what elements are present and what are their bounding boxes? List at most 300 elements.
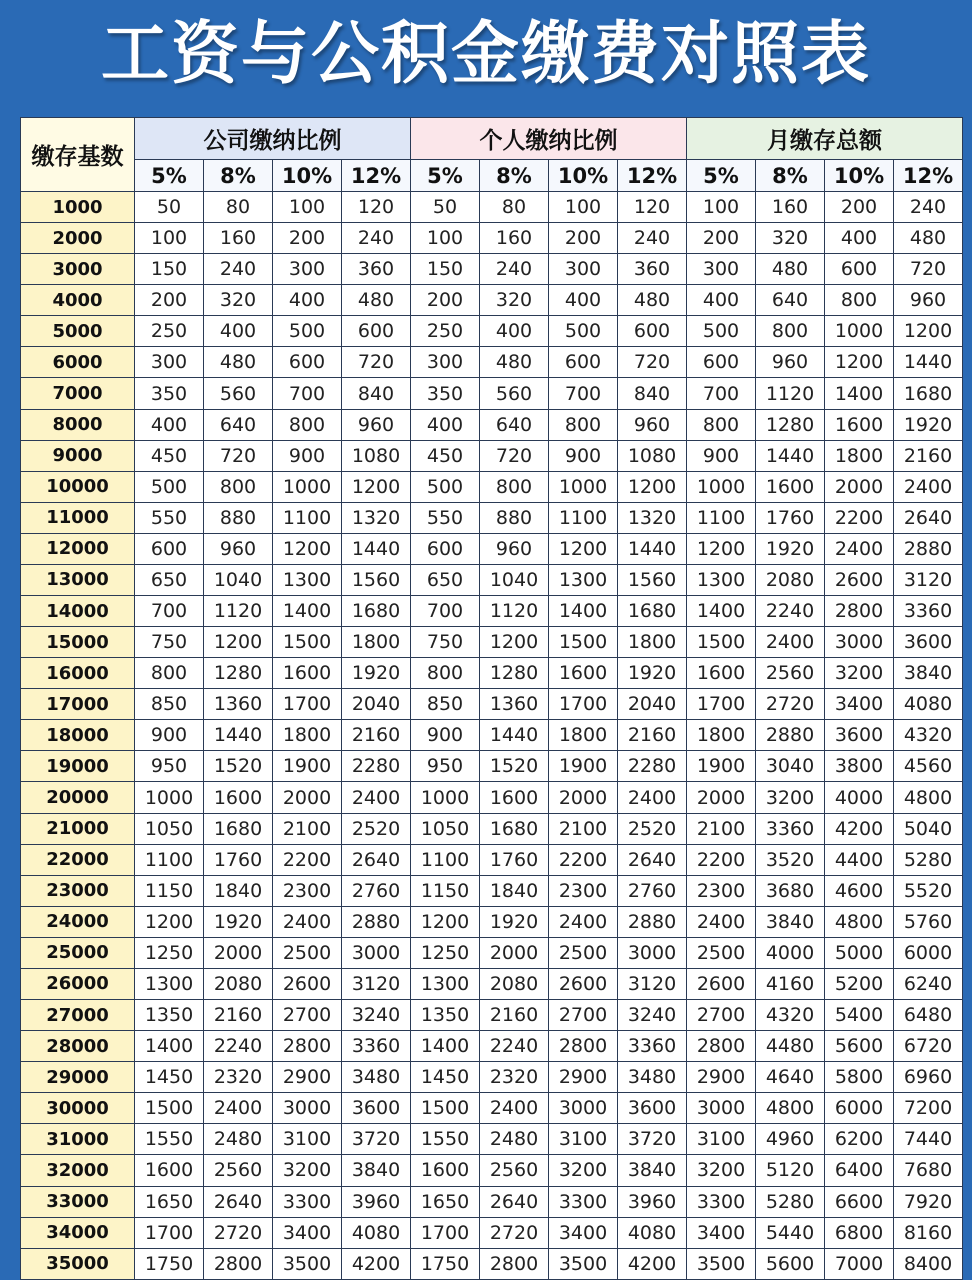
company-amount-cell: 800	[204, 471, 273, 502]
company-amount-cell: 2800	[204, 1248, 273, 1279]
company-amount-cell: 1350	[135, 1000, 204, 1031]
base-amount-cell: 12000	[21, 533, 135, 564]
total-amount-cell: 2720	[756, 689, 825, 720]
table-row	[21, 1093, 963, 1124]
company-amount-cell: 2640	[342, 844, 411, 875]
total-amount-cell: 1100	[687, 502, 756, 533]
table-row	[21, 254, 963, 285]
personal-amount-cell: 1300	[411, 968, 480, 999]
personal-amount-cell: 2200	[549, 844, 618, 875]
total-amount-cell: 1440	[894, 347, 963, 378]
company-amount-cell: 2320	[204, 1062, 273, 1093]
personal-amount-cell: 3360	[618, 1031, 687, 1062]
table-row	[21, 1186, 963, 1217]
company-amount-cell: 1680	[204, 813, 273, 844]
total-amount-cell: 3200	[687, 1155, 756, 1186]
table-row	[21, 440, 963, 471]
company-amount-cell: 150	[135, 254, 204, 285]
personal-amount-cell: 600	[549, 347, 618, 378]
total-amount-cell: 6480	[894, 1000, 963, 1031]
personal-amount-cell: 1700	[549, 689, 618, 720]
personal-amount-cell: 850	[411, 689, 480, 720]
table-row	[21, 1000, 963, 1031]
total-amount-cell: 5280	[756, 1186, 825, 1217]
total-amount-cell: 3600	[894, 627, 963, 658]
company-amount-cell: 1800	[273, 720, 342, 751]
personal-amount-cell: 1600	[549, 658, 618, 689]
personal-amount-cell: 2240	[480, 1031, 549, 1062]
base-amount-cell: 34000	[21, 1217, 135, 1248]
base-amount-cell: 6000	[21, 347, 135, 378]
table-row	[21, 689, 963, 720]
personal-amount-cell: 1520	[480, 751, 549, 782]
personal-amount-cell: 2760	[618, 875, 687, 906]
personal-amount-cell: 900	[411, 720, 480, 751]
base-column-header: 缴存基数	[21, 118, 135, 192]
total-amount-cell: 4000	[756, 937, 825, 968]
personal-amount-cell: 2640	[618, 844, 687, 875]
company-amount-cell: 400	[204, 316, 273, 347]
company-amount-cell: 2720	[204, 1217, 273, 1248]
personal-amount-cell: 2600	[549, 968, 618, 999]
total-amount-cell: 4480	[756, 1031, 825, 1062]
personal-amount-cell: 1400	[411, 1031, 480, 1062]
table-row	[21, 564, 963, 595]
personal-amount-cell: 800	[480, 471, 549, 502]
personal-amount-cell: 750	[411, 627, 480, 658]
total-amount-cell: 1600	[687, 658, 756, 689]
total-amount-cell: 1680	[894, 378, 963, 409]
total-amount-cell: 3040	[756, 751, 825, 782]
personal-amount-cell: 600	[618, 316, 687, 347]
company-amount-cell: 1450	[135, 1062, 204, 1093]
personal-amount-cell: 1500	[549, 627, 618, 658]
total-amount-cell: 3400	[687, 1217, 756, 1248]
table-body	[21, 192, 963, 1280]
total-amount-cell: 2700	[687, 1000, 756, 1031]
company-amount-cell: 1440	[204, 720, 273, 751]
total-amount-cell: 8160	[894, 1217, 963, 1248]
total-amount-cell: 600	[687, 347, 756, 378]
company-amount-cell: 360	[342, 254, 411, 285]
company-amount-cell: 880	[204, 502, 273, 533]
company-amount-cell: 500	[273, 316, 342, 347]
company-amount-cell: 1550	[135, 1124, 204, 1155]
total-amount-cell: 480	[756, 254, 825, 285]
total-amount-cell: 720	[894, 254, 963, 285]
company-amount-cell: 1080	[342, 440, 411, 471]
personal-amount-cell: 2400	[549, 906, 618, 937]
company-amount-cell: 900	[135, 720, 204, 751]
personal-amount-cell: 2000	[549, 782, 618, 813]
company-amount-cell: 2100	[273, 813, 342, 844]
personal-amount-cell: 2700	[549, 1000, 618, 1031]
company-amount-cell: 1120	[204, 596, 273, 627]
rate-header: 8%	[480, 160, 549, 192]
total-amount-cell: 1900	[687, 751, 756, 782]
personal-amount-cell: 3000	[549, 1093, 618, 1124]
rate-header: 8%	[756, 160, 825, 192]
personal-amount-cell: 500	[411, 471, 480, 502]
personal-amount-cell: 560	[480, 378, 549, 409]
total-amount-cell: 4080	[894, 689, 963, 720]
total-amount-cell: 2500	[687, 937, 756, 968]
company-amount-cell: 3500	[273, 1248, 342, 1279]
total-amount-cell: 2100	[687, 813, 756, 844]
personal-amount-cell: 1300	[549, 564, 618, 595]
table-row	[21, 1217, 963, 1248]
base-amount-cell: 2000	[21, 223, 135, 254]
total-amount-cell: 800	[687, 409, 756, 440]
company-amount-cell: 2000	[204, 937, 273, 968]
table-row	[21, 906, 963, 937]
company-amount-cell: 350	[135, 378, 204, 409]
company-amount-cell: 2160	[342, 720, 411, 751]
company-amount-cell: 1040	[204, 564, 273, 595]
total-amount-cell: 5600	[756, 1248, 825, 1279]
base-amount-cell: 4000	[21, 285, 135, 316]
total-amount-cell: 6000	[894, 937, 963, 968]
company-amount-cell: 1200	[204, 627, 273, 658]
personal-amount-cell: 100	[549, 192, 618, 223]
total-amount-cell: 2080	[756, 564, 825, 595]
company-amount-cell: 1000	[135, 782, 204, 813]
total-amount-cell: 3300	[687, 1186, 756, 1217]
total-amount-cell: 4800	[825, 906, 894, 937]
total-amount-cell: 3400	[825, 689, 894, 720]
personal-amount-cell: 700	[411, 596, 480, 627]
total-amount-cell: 1700	[687, 689, 756, 720]
table-row	[21, 813, 963, 844]
personal-amount-cell: 1550	[411, 1124, 480, 1155]
personal-amount-cell: 2400	[480, 1093, 549, 1124]
personal-amount-cell: 4200	[618, 1248, 687, 1279]
personal-amount-cell: 2480	[480, 1124, 549, 1155]
personal-amount-cell: 1320	[618, 502, 687, 533]
company-amount-cell: 2000	[273, 782, 342, 813]
company-amount-cell: 1600	[273, 658, 342, 689]
company-amount-cell: 240	[204, 254, 273, 285]
company-amount-cell: 2800	[273, 1031, 342, 1062]
total-amount-cell: 2400	[687, 906, 756, 937]
total-amount-cell: 1440	[756, 440, 825, 471]
total-amount-cell: 3840	[894, 658, 963, 689]
personal-amount-cell: 1760	[480, 844, 549, 875]
company-amount-cell: 1700	[273, 689, 342, 720]
base-amount-cell: 15000	[21, 627, 135, 658]
total-amount-cell: 3000	[825, 627, 894, 658]
total-amount-cell: 6720	[894, 1031, 963, 1062]
base-amount-cell: 21000	[21, 813, 135, 844]
personal-amount-cell: 880	[480, 502, 549, 533]
personal-amount-cell: 2800	[549, 1031, 618, 1062]
total-amount-cell: 960	[756, 347, 825, 378]
personal-amount-cell: 1650	[411, 1186, 480, 1217]
personal-amount-cell: 250	[411, 316, 480, 347]
company-amount-cell: 2400	[342, 782, 411, 813]
personal-amount-cell: 1800	[618, 627, 687, 658]
company-amount-cell: 600	[135, 533, 204, 564]
table-row	[21, 316, 963, 347]
personal-amount-cell: 480	[480, 347, 549, 378]
personal-amount-cell: 480	[618, 285, 687, 316]
total-amount-cell: 1600	[825, 409, 894, 440]
rate-header: 8%	[204, 160, 273, 192]
personal-amount-cell: 1800	[549, 720, 618, 751]
total-amount-cell: 400	[825, 223, 894, 254]
base-amount-cell: 25000	[21, 937, 135, 968]
total-amount-cell: 8400	[894, 1248, 963, 1279]
company-amount-cell: 2600	[273, 968, 342, 999]
base-amount-cell: 18000	[21, 720, 135, 751]
personal-amount-cell: 960	[480, 533, 549, 564]
total-amount-cell: 6000	[825, 1093, 894, 1124]
base-amount-cell: 16000	[21, 658, 135, 689]
rate-header: 10%	[825, 160, 894, 192]
total-amount-cell: 960	[894, 285, 963, 316]
total-amount-cell: 2200	[825, 502, 894, 533]
personal-amount-cell: 800	[411, 658, 480, 689]
personal-amount-cell: 2900	[549, 1062, 618, 1093]
total-amount-cell: 2200	[687, 844, 756, 875]
personal-amount-cell: 1250	[411, 937, 480, 968]
company-amount-cell: 1300	[273, 564, 342, 595]
table-row	[21, 1062, 963, 1093]
table-row	[21, 844, 963, 875]
company-amount-cell: 650	[135, 564, 204, 595]
company-amount-cell: 3120	[342, 968, 411, 999]
base-amount-cell: 9000	[21, 440, 135, 471]
base-amount-cell: 32000	[21, 1155, 135, 1186]
personal-amount-cell: 1100	[549, 502, 618, 533]
company-amount-cell: 2400	[204, 1093, 273, 1124]
personal-amount-cell: 1200	[480, 627, 549, 658]
total-amount-cell: 3800	[825, 751, 894, 782]
personal-amount-cell: 2000	[480, 937, 549, 968]
personal-amount-cell: 3120	[618, 968, 687, 999]
personal-amount-cell: 1040	[480, 564, 549, 595]
table-row	[21, 627, 963, 658]
rate-header: 5%	[687, 160, 756, 192]
total-amount-cell: 5280	[894, 844, 963, 875]
total-amount-cell: 1600	[756, 471, 825, 502]
base-amount-cell: 26000	[21, 968, 135, 999]
total-amount-cell: 2160	[894, 440, 963, 471]
company-amount-cell: 4200	[342, 1248, 411, 1279]
personal-amount-cell: 1600	[411, 1155, 480, 1186]
total-amount-cell: 2900	[687, 1062, 756, 1093]
rate-header: 5%	[135, 160, 204, 192]
table-row	[21, 875, 963, 906]
company-amount-cell: 1560	[342, 564, 411, 595]
personal-amount-cell: 3600	[618, 1093, 687, 1124]
total-amount-cell: 4960	[756, 1124, 825, 1155]
company-amount-cell: 1750	[135, 1248, 204, 1279]
personal-amount-cell: 600	[411, 533, 480, 564]
company-amount-cell: 2240	[204, 1031, 273, 1062]
total-amount-cell: 3360	[894, 596, 963, 627]
company-amount-cell: 800	[135, 658, 204, 689]
personal-amount-cell: 100	[411, 223, 480, 254]
personal-amount-cell: 1900	[549, 751, 618, 782]
base-amount-cell: 19000	[21, 751, 135, 782]
company-amount-cell: 700	[273, 378, 342, 409]
total-amount-cell: 2880	[756, 720, 825, 751]
company-amount-cell: 120	[342, 192, 411, 223]
table-row	[21, 223, 963, 254]
total-amount-cell: 2300	[687, 875, 756, 906]
total-amount-cell: 2400	[825, 533, 894, 564]
personal-amount-cell: 1360	[480, 689, 549, 720]
table-row	[21, 471, 963, 502]
personal-amount-cell: 2280	[618, 751, 687, 782]
table-row	[21, 658, 963, 689]
personal-amount-cell: 300	[549, 254, 618, 285]
company-amount-cell: 1680	[342, 596, 411, 627]
company-amount-cell: 3240	[342, 1000, 411, 1031]
company-amount-cell: 840	[342, 378, 411, 409]
company-amount-cell: 3960	[342, 1186, 411, 1217]
company-amount-cell: 2280	[342, 751, 411, 782]
contribution-table	[20, 117, 963, 1280]
personal-amount-cell: 350	[411, 378, 480, 409]
personal-amount-cell: 720	[618, 347, 687, 378]
personal-amount-cell: 960	[618, 409, 687, 440]
company-amount-cell: 2200	[273, 844, 342, 875]
company-amount-cell: 4080	[342, 1217, 411, 1248]
base-amount-cell: 29000	[21, 1062, 135, 1093]
company-amount-cell: 400	[273, 285, 342, 316]
total-amount-cell: 3500	[687, 1248, 756, 1279]
personal-amount-cell: 50	[411, 192, 480, 223]
total-amount-cell: 3200	[825, 658, 894, 689]
base-amount-cell: 3000	[21, 254, 135, 285]
company-amount-cell: 2080	[204, 968, 273, 999]
company-amount-cell: 2900	[273, 1062, 342, 1093]
company-amount-cell: 1400	[273, 596, 342, 627]
company-amount-cell: 2520	[342, 813, 411, 844]
total-amount-cell: 1200	[894, 316, 963, 347]
total-amount-cell: 4640	[756, 1062, 825, 1093]
total-amount-cell: 1800	[825, 440, 894, 471]
personal-amount-cell: 1840	[480, 875, 549, 906]
personal-amount-cell: 1280	[480, 658, 549, 689]
company-amount-cell: 3000	[273, 1093, 342, 1124]
total-amount-cell: 1300	[687, 564, 756, 595]
page-title: 工资与公积金缴费对照表	[100, 15, 871, 94]
personal-amount-cell: 2560	[480, 1155, 549, 1186]
personal-amount-cell: 80	[480, 192, 549, 223]
table-row	[21, 937, 963, 968]
total-amount-cell: 4000	[825, 782, 894, 813]
personal-amount-cell: 1700	[411, 1217, 480, 1248]
personal-amount-cell: 720	[480, 440, 549, 471]
table-row	[21, 968, 963, 999]
personal-amount-cell: 700	[549, 378, 618, 409]
company-amount-cell: 1320	[342, 502, 411, 533]
company-amount-cell: 320	[204, 285, 273, 316]
company-amount-cell: 1200	[273, 533, 342, 564]
company-amount-cell: 1100	[273, 502, 342, 533]
total-amount-cell: 3200	[756, 782, 825, 813]
company-amount-cell: 1150	[135, 875, 204, 906]
table-row	[21, 720, 963, 751]
company-amount-cell: 1400	[135, 1031, 204, 1062]
personal-amount-cell: 240	[618, 223, 687, 254]
total-amount-cell: 3360	[756, 813, 825, 844]
total-amount-cell: 2640	[894, 502, 963, 533]
total-amount-cell: 2600	[687, 968, 756, 999]
company-amount-cell: 480	[204, 347, 273, 378]
group-header-row	[21, 118, 963, 160]
total-amount-cell: 800	[756, 316, 825, 347]
personal-amount-cell: 1440	[480, 720, 549, 751]
personal-amount-cell: 1200	[549, 533, 618, 564]
company-amount-cell: 900	[273, 440, 342, 471]
table-row	[21, 409, 963, 440]
personal-amount-cell: 1120	[480, 596, 549, 627]
personal-amount-cell: 1500	[411, 1093, 480, 1124]
table-row	[21, 533, 963, 564]
personal-amount-cell: 120	[618, 192, 687, 223]
company-amount-cell: 750	[135, 627, 204, 658]
company-amount-cell: 200	[135, 285, 204, 316]
company-amount-cell: 2480	[204, 1124, 273, 1155]
company-amount-cell: 720	[342, 347, 411, 378]
total-amount-cell: 3840	[756, 906, 825, 937]
rate-header: 5%	[411, 160, 480, 192]
company-amount-cell: 3720	[342, 1124, 411, 1155]
table-row	[21, 782, 963, 813]
base-amount-cell: 10000	[21, 471, 135, 502]
company-amount-cell: 1900	[273, 751, 342, 782]
total-amount-cell: 2240	[756, 596, 825, 627]
company-amount-cell: 2400	[273, 906, 342, 937]
base-amount-cell: 13000	[21, 564, 135, 595]
table-row	[21, 1155, 963, 1186]
personal-amount-cell: 1350	[411, 1000, 480, 1031]
base-amount-cell: 5000	[21, 316, 135, 347]
total-amount-cell: 6200	[825, 1124, 894, 1155]
personal-amount-cell: 1450	[411, 1062, 480, 1093]
total-amount-cell: 1000	[825, 316, 894, 347]
company-amount-cell: 1250	[135, 937, 204, 968]
base-amount-cell: 20000	[21, 782, 135, 813]
total-amount-cell: 7000	[825, 1248, 894, 1279]
total-amount-cell: 600	[825, 254, 894, 285]
total-amount-cell: 1760	[756, 502, 825, 533]
total-amount-cell: 4400	[825, 844, 894, 875]
company-amount-cell: 2560	[204, 1155, 273, 1186]
table-row	[21, 751, 963, 782]
personal-amount-cell: 800	[549, 409, 618, 440]
total-amount-cell: 1200	[687, 533, 756, 564]
personal-amount-cell: 2320	[480, 1062, 549, 1093]
total-amount-cell: 700	[687, 378, 756, 409]
personal-amount-cell: 150	[411, 254, 480, 285]
personal-amount-cell: 2720	[480, 1217, 549, 1248]
personal-amount-cell: 840	[618, 378, 687, 409]
table-row	[21, 285, 963, 316]
personal-amount-cell: 400	[480, 316, 549, 347]
total-amount-cell: 200	[825, 192, 894, 223]
personal-amount-cell: 2500	[549, 937, 618, 968]
personal-amount-cell: 1000	[549, 471, 618, 502]
total-amount-cell: 900	[687, 440, 756, 471]
total-amount-cell: 2800	[825, 596, 894, 627]
company-amount-cell: 2700	[273, 1000, 342, 1031]
company-amount-cell: 500	[135, 471, 204, 502]
